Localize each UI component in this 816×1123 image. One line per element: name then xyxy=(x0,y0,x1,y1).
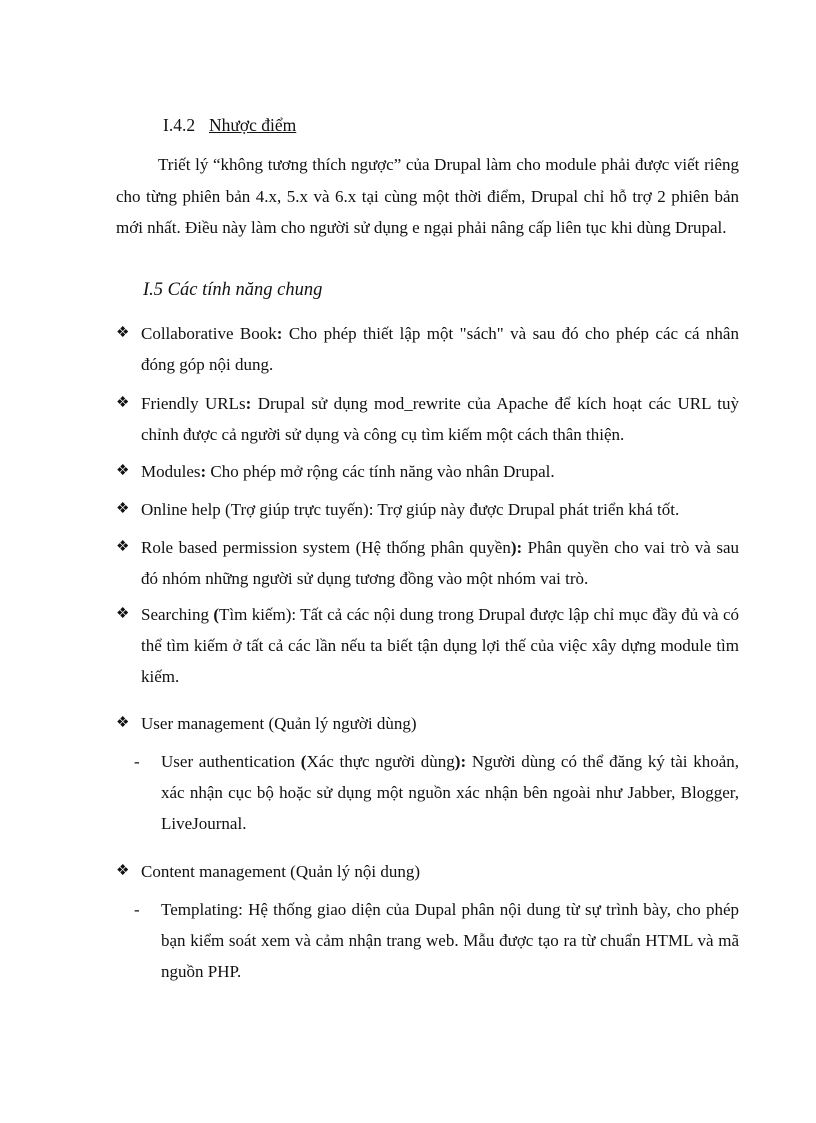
diamond-bullet-icon: ❖ xyxy=(116,501,130,517)
sub-term-vi: Xác thực người dùng xyxy=(306,752,455,771)
bullet-text: Cho phép thiết lập một "sách" và sau đó cho phép các cá nhân đóng góp nội dung. xyxy=(141,324,739,374)
bullet-text: Phân quyền cho vai trò và sau đó nhóm những người sử dụng tương đồng vào một nhóm vai trò. xyxy=(141,538,739,588)
diamond-bullet-icon: ❖ xyxy=(116,606,130,622)
dash-bullet-icon: - xyxy=(134,900,140,919)
bullet-text: Tìm kiếm): Tất cả các nội dung trong Drupal được lập chỉ mục đầy đủ và có thể tìm kiếm ở tất cả các lần nếu ta biết tận dụng lợi thế của việc xây dựng module tìm kiếm. xyxy=(141,605,739,686)
bullet-text: Cho phép mở rộng các tính năng vào nhân Drupal. xyxy=(206,462,555,481)
diamond-bullet-icon: ❖ xyxy=(116,863,130,879)
section-title: I.5 Các tính năng chung xyxy=(143,280,323,300)
diamond-bullet-icon: ❖ xyxy=(116,539,130,555)
bullet-text: Drupal sử dụng mod_rewrite của Apache để kích hoạt các URL tuỳ chỉnh được cả người sử dụng và công cụ tìm kiếm một cách thân thiện. xyxy=(141,394,739,444)
bullet-item-friendly-urls xyxy=(116,388,739,450)
bullet-item-searching xyxy=(116,599,739,692)
sub-separator: ): xyxy=(454,752,467,771)
bullet-term: Collaborative Book xyxy=(141,324,277,343)
bullet-item-user-management xyxy=(116,708,739,739)
bullet-term: Friendly URLs xyxy=(141,394,246,413)
sub-term: User authentication xyxy=(161,752,301,771)
bullet-separator: : xyxy=(200,462,207,481)
bullet-text: Trợ giúp này được Drupal phát triển khá tốt. xyxy=(373,500,680,519)
heading-title: Nhược điểm xyxy=(209,115,297,135)
sub-text: Người dùng có thể đăng ký tài khoản, xác nhận cục bộ hoặc sử dụng một nguồn xác nhận bên ngoài như Jabber, Blogger, LiveJournal. xyxy=(161,752,739,833)
heading-number: I.4.2 xyxy=(163,115,196,135)
bullet-separator: : xyxy=(245,394,252,413)
bullet-term: Searching xyxy=(141,605,209,624)
diamond-bullet-icon: ❖ xyxy=(116,715,130,731)
bullet-item-content-management xyxy=(116,856,739,887)
bullet-term: Role based permission system (Hệ thống phân quyền xyxy=(141,538,511,557)
bullet-separator: ): xyxy=(510,538,523,557)
body-paragraph: Triết lý “không tương thích ngược” của Drupal làm cho module phải được viết riêng cho từng phiên bản 4.x, 5.x và 6.x tại cùng một thời điểm, Drupal chỉ hỗ trợ 2 phiên bản mới nhất. Điều này làm cho người sử dụng e ngại phải nâng cấp liên tục khi dùng Drupal. xyxy=(116,155,739,237)
bullet-term: User management (Quản lý người dùng) xyxy=(141,714,417,733)
bullet-term: Modules xyxy=(141,462,201,481)
bullet-term: Online help (Trợ giúp trực tuyến) xyxy=(141,500,369,519)
sub-paren: ( xyxy=(300,752,307,771)
bullet-separator: : xyxy=(368,500,374,519)
bullet-item-collaborative-book xyxy=(116,318,739,380)
bullet-term: Content management (Quản lý nội dung) xyxy=(141,862,421,881)
bullet-item-role-permission xyxy=(116,532,739,594)
sub-item-user-authentication xyxy=(134,746,739,839)
diamond-bullet-icon: ❖ xyxy=(116,325,130,341)
bullet-item-online-help xyxy=(116,494,739,525)
sub-text: Templating: Hệ thống giao diện của Dupal phân nội dung từ sự trình bày, cho phép bạn kiểm soát xem và cảm nhận trang web. Mẫu được tạo ra từ chuẩn HTML và mã nguồn PHP. xyxy=(161,900,739,981)
sub-item-templating xyxy=(134,894,739,987)
diamond-bullet-icon: ❖ xyxy=(116,395,130,411)
dash-bullet-icon: - xyxy=(134,752,140,771)
subsection-heading xyxy=(163,115,296,136)
bullet-separator: : xyxy=(276,324,283,343)
diamond-bullet-icon: ❖ xyxy=(116,463,130,479)
bullet-item-modules xyxy=(116,456,739,487)
bullet-separator: ( xyxy=(208,605,220,624)
